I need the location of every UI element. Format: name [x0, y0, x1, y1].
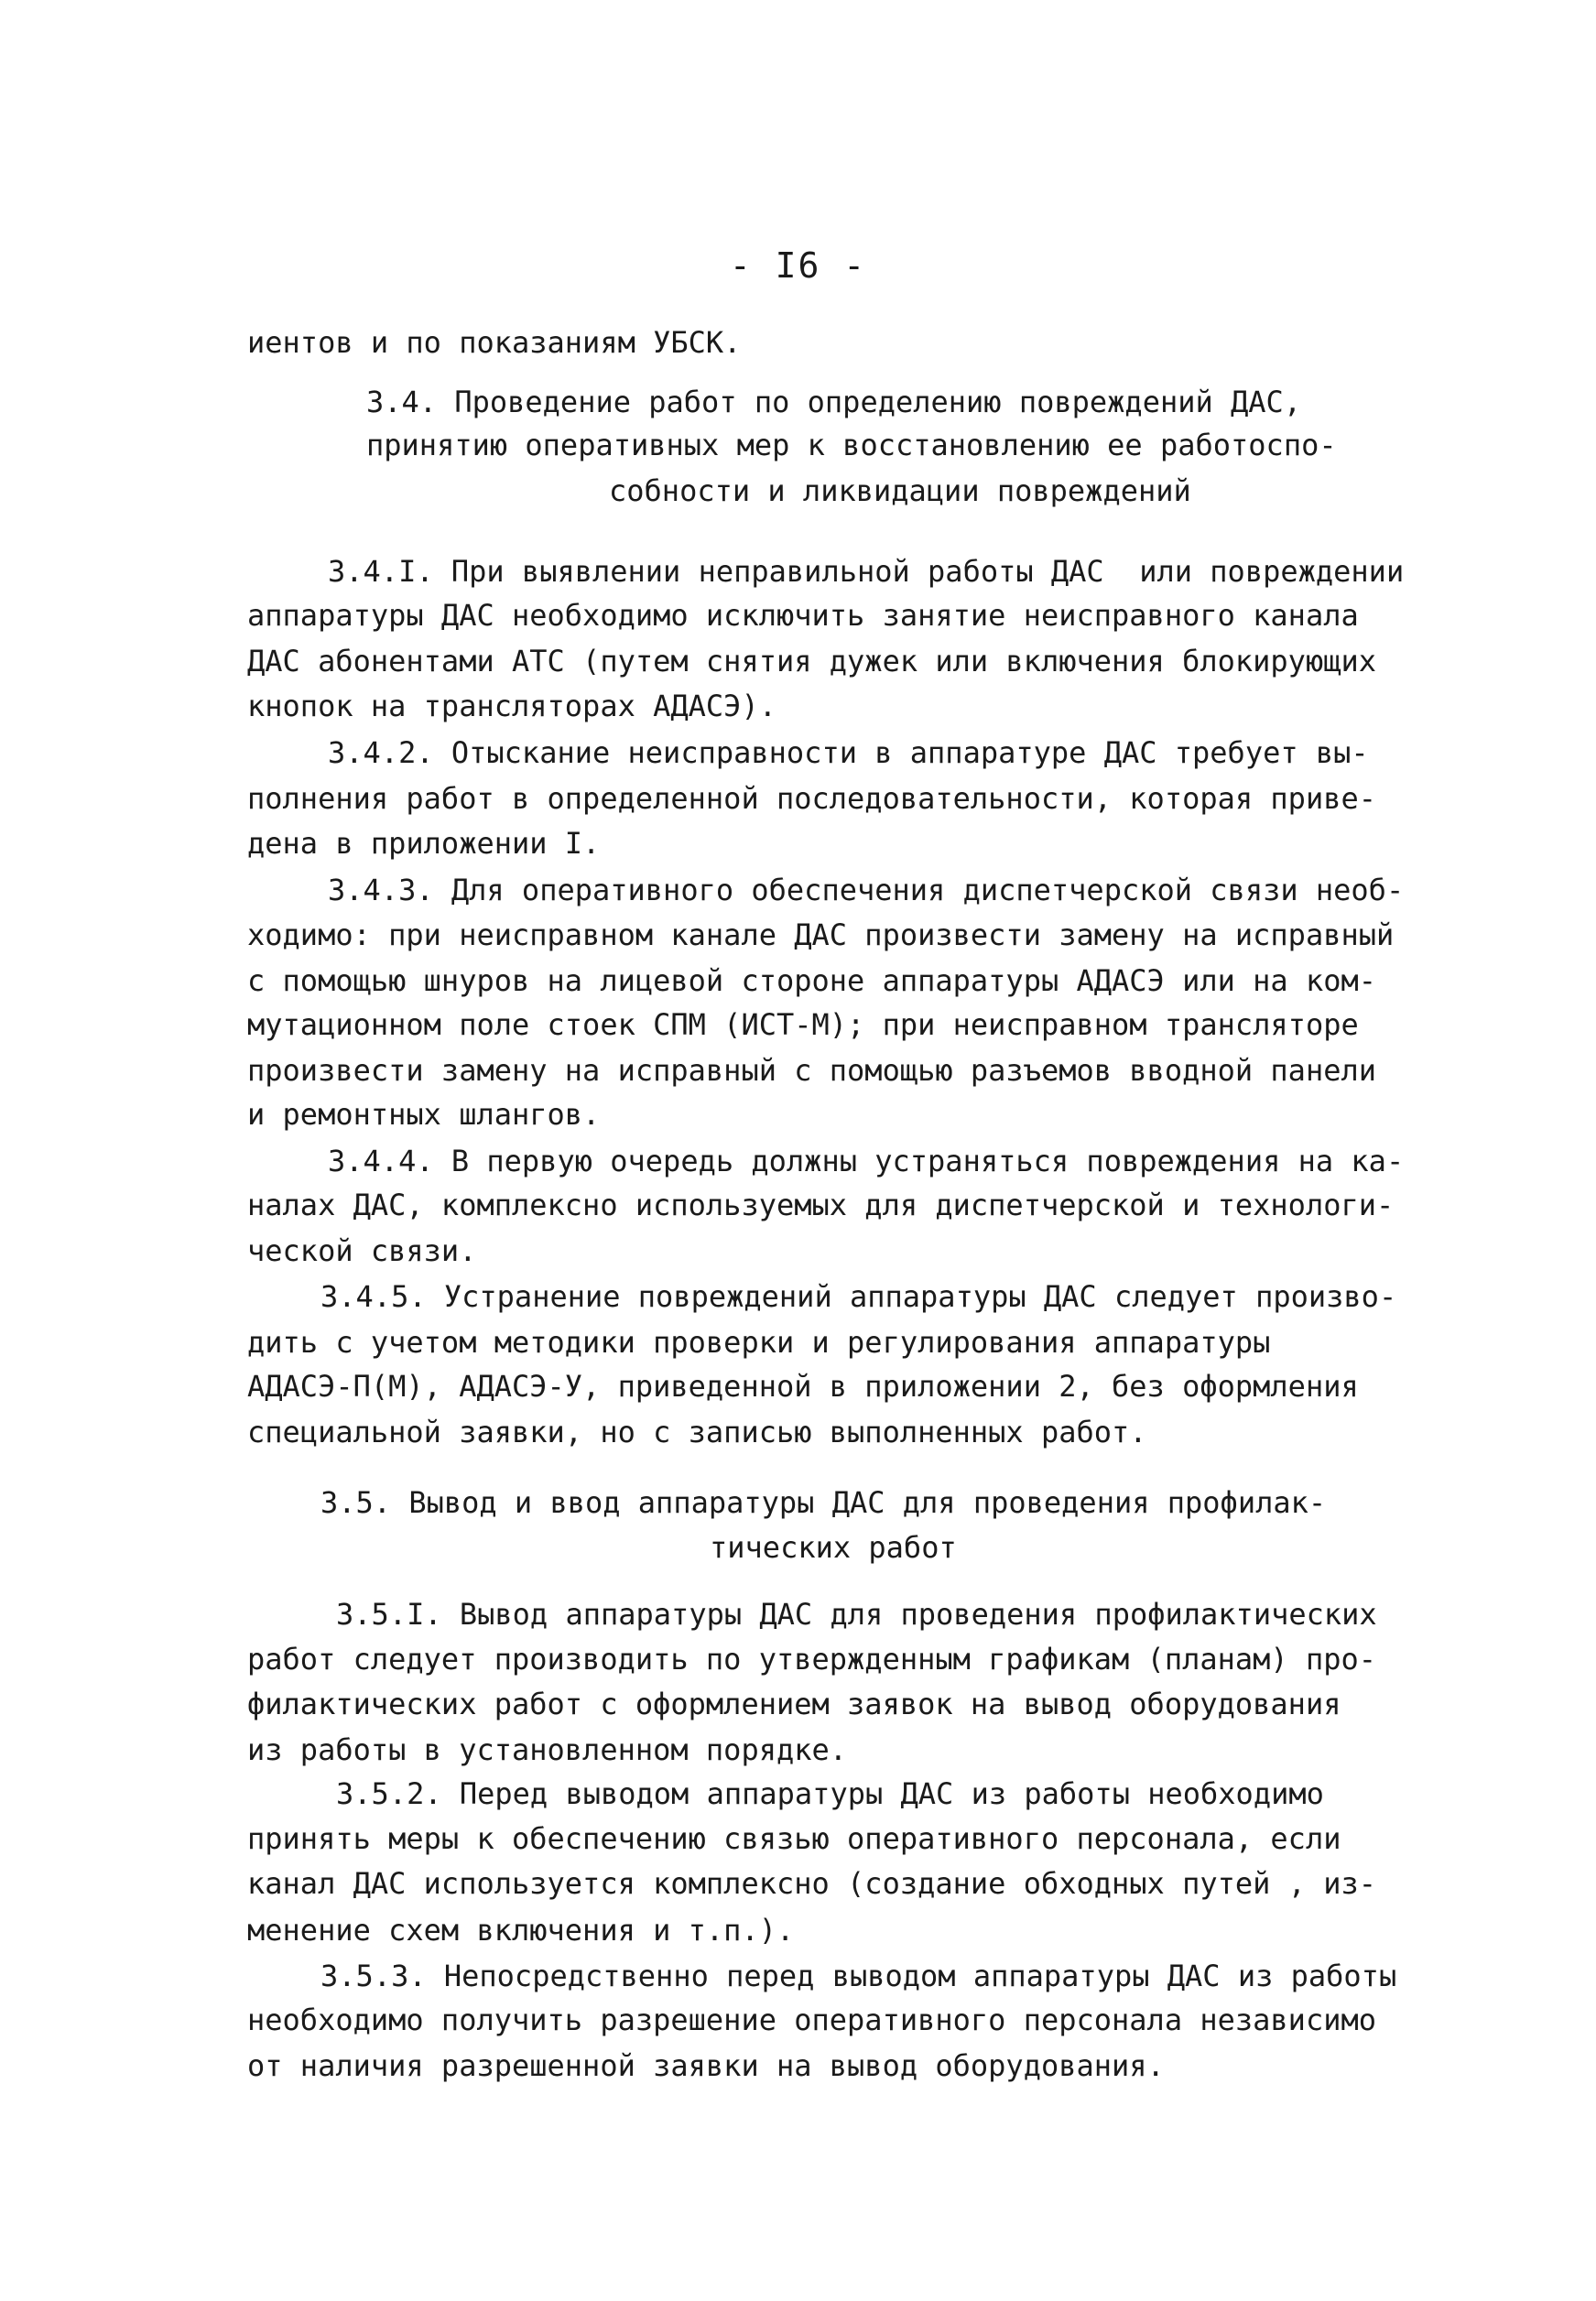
text-line: ходимо: при неисправном канале ДАС произвести замену на исправный: [247, 917, 1395, 952]
text-line: 3.4.3. Для оперативного обеспечения диспетчерской связи необ-: [328, 873, 1405, 907]
text-line: от наличия разрешенной заявки на вывод оборудования.: [247, 2048, 1165, 2083]
text-line: с помощью шнуров на лицевой стороне аппаратуры АДАСЭ или на ком-: [247, 963, 1376, 998]
text-line: произвести замену на исправный с помощью разъемов вводной панели: [247, 1053, 1376, 1088]
text-line: 3.4.4. В первую очередь должны устраняться повреждения на ка-: [328, 1144, 1405, 1178]
text-line: дена в приложении I.: [247, 826, 601, 861]
text-line: ДАС абонентами АТС (путем снятия дужек или включения блокирующих: [247, 644, 1376, 678]
text-line: 3.4. Проведение работ по определению повреждений ДАС,: [366, 385, 1302, 419]
text-line: принятию оперативных мер к восстановлению ее работоспо-: [366, 428, 1337, 462]
text-line: иентов и по показаниям УБСК.: [247, 325, 742, 360]
text-line: менение схем включения и т.п.).: [247, 1913, 795, 1948]
text-line: 3.4.I. При выявлении неправильной работы ДАС или повреждении: [328, 554, 1405, 589]
text-line: принять меры к обеспечению связью оперативного персонала, если: [247, 1821, 1341, 1856]
text-line: 3.5.3. Непосредственно перед выводом аппаратуры ДАС из работы: [320, 1959, 1397, 1993]
text-line: тических работ: [710, 1530, 957, 1565]
text-line: канал ДАС используется комплексно (создание обходных путей , из-: [247, 1866, 1376, 1901]
text-line: 3.5.2. Перед выводом аппаратуры ДАС из работы необходимо: [336, 1776, 1324, 1811]
text-line: кнопок на трансляторах АДАСЭ).: [247, 689, 776, 723]
text-line: филактических работ с оформлением заявок на вывод оборудования: [247, 1687, 1341, 1721]
page-number: - I6 -: [729, 245, 867, 286]
text-line: ческой связи.: [247, 1233, 477, 1268]
text-line: 3.5. Вывод и ввод аппаратуры ДАС для проведения профилак-: [320, 1485, 1327, 1520]
text-line: мутационном поле стоек СПМ (ИСТ-М); при неисправном трансляторе: [247, 1007, 1359, 1042]
text-line: работ следует производить по утвержденным графикам (планам) про-: [247, 1642, 1376, 1677]
text-line: из работы в установленном порядке.: [247, 1732, 848, 1767]
text-line: собности и ликвидации повреждений: [609, 473, 1191, 508]
text-line: полнения работ в определенной последовательности, которая приве-: [247, 781, 1376, 816]
text-line: налах ДАС, комплексно используемых для диспетчерской и технологи-: [247, 1188, 1395, 1222]
text-line: 3.4.2. Отыскание неисправности в аппаратуре ДАС требует вы-: [328, 735, 1369, 770]
text-line: 3.4.5. Устранение повреждений аппаратуры ДАС следует произво-: [320, 1279, 1397, 1314]
text-line: 3.5.I. Вывод аппаратуры ДАС для проведения профилактических: [336, 1597, 1377, 1632]
text-line: аппаратуры ДАС необходимо исключить занятие неисправного канала: [247, 598, 1359, 633]
text-line: необходимо получить разрешение оперативного персонала независимо: [247, 2003, 1376, 2037]
text-line: дить с учетом методики проверки и регулирования аппаратуры: [247, 1325, 1271, 1360]
text-line: АДАСЭ-П(М), АДАСЭ-У, приведенной в приложении 2, без оформления: [247, 1369, 1359, 1404]
text-line: специальной заявки, но с записью выполненных работ.: [247, 1415, 1147, 1449]
text-line: и ремонтных шлангов.: [247, 1097, 601, 1132]
